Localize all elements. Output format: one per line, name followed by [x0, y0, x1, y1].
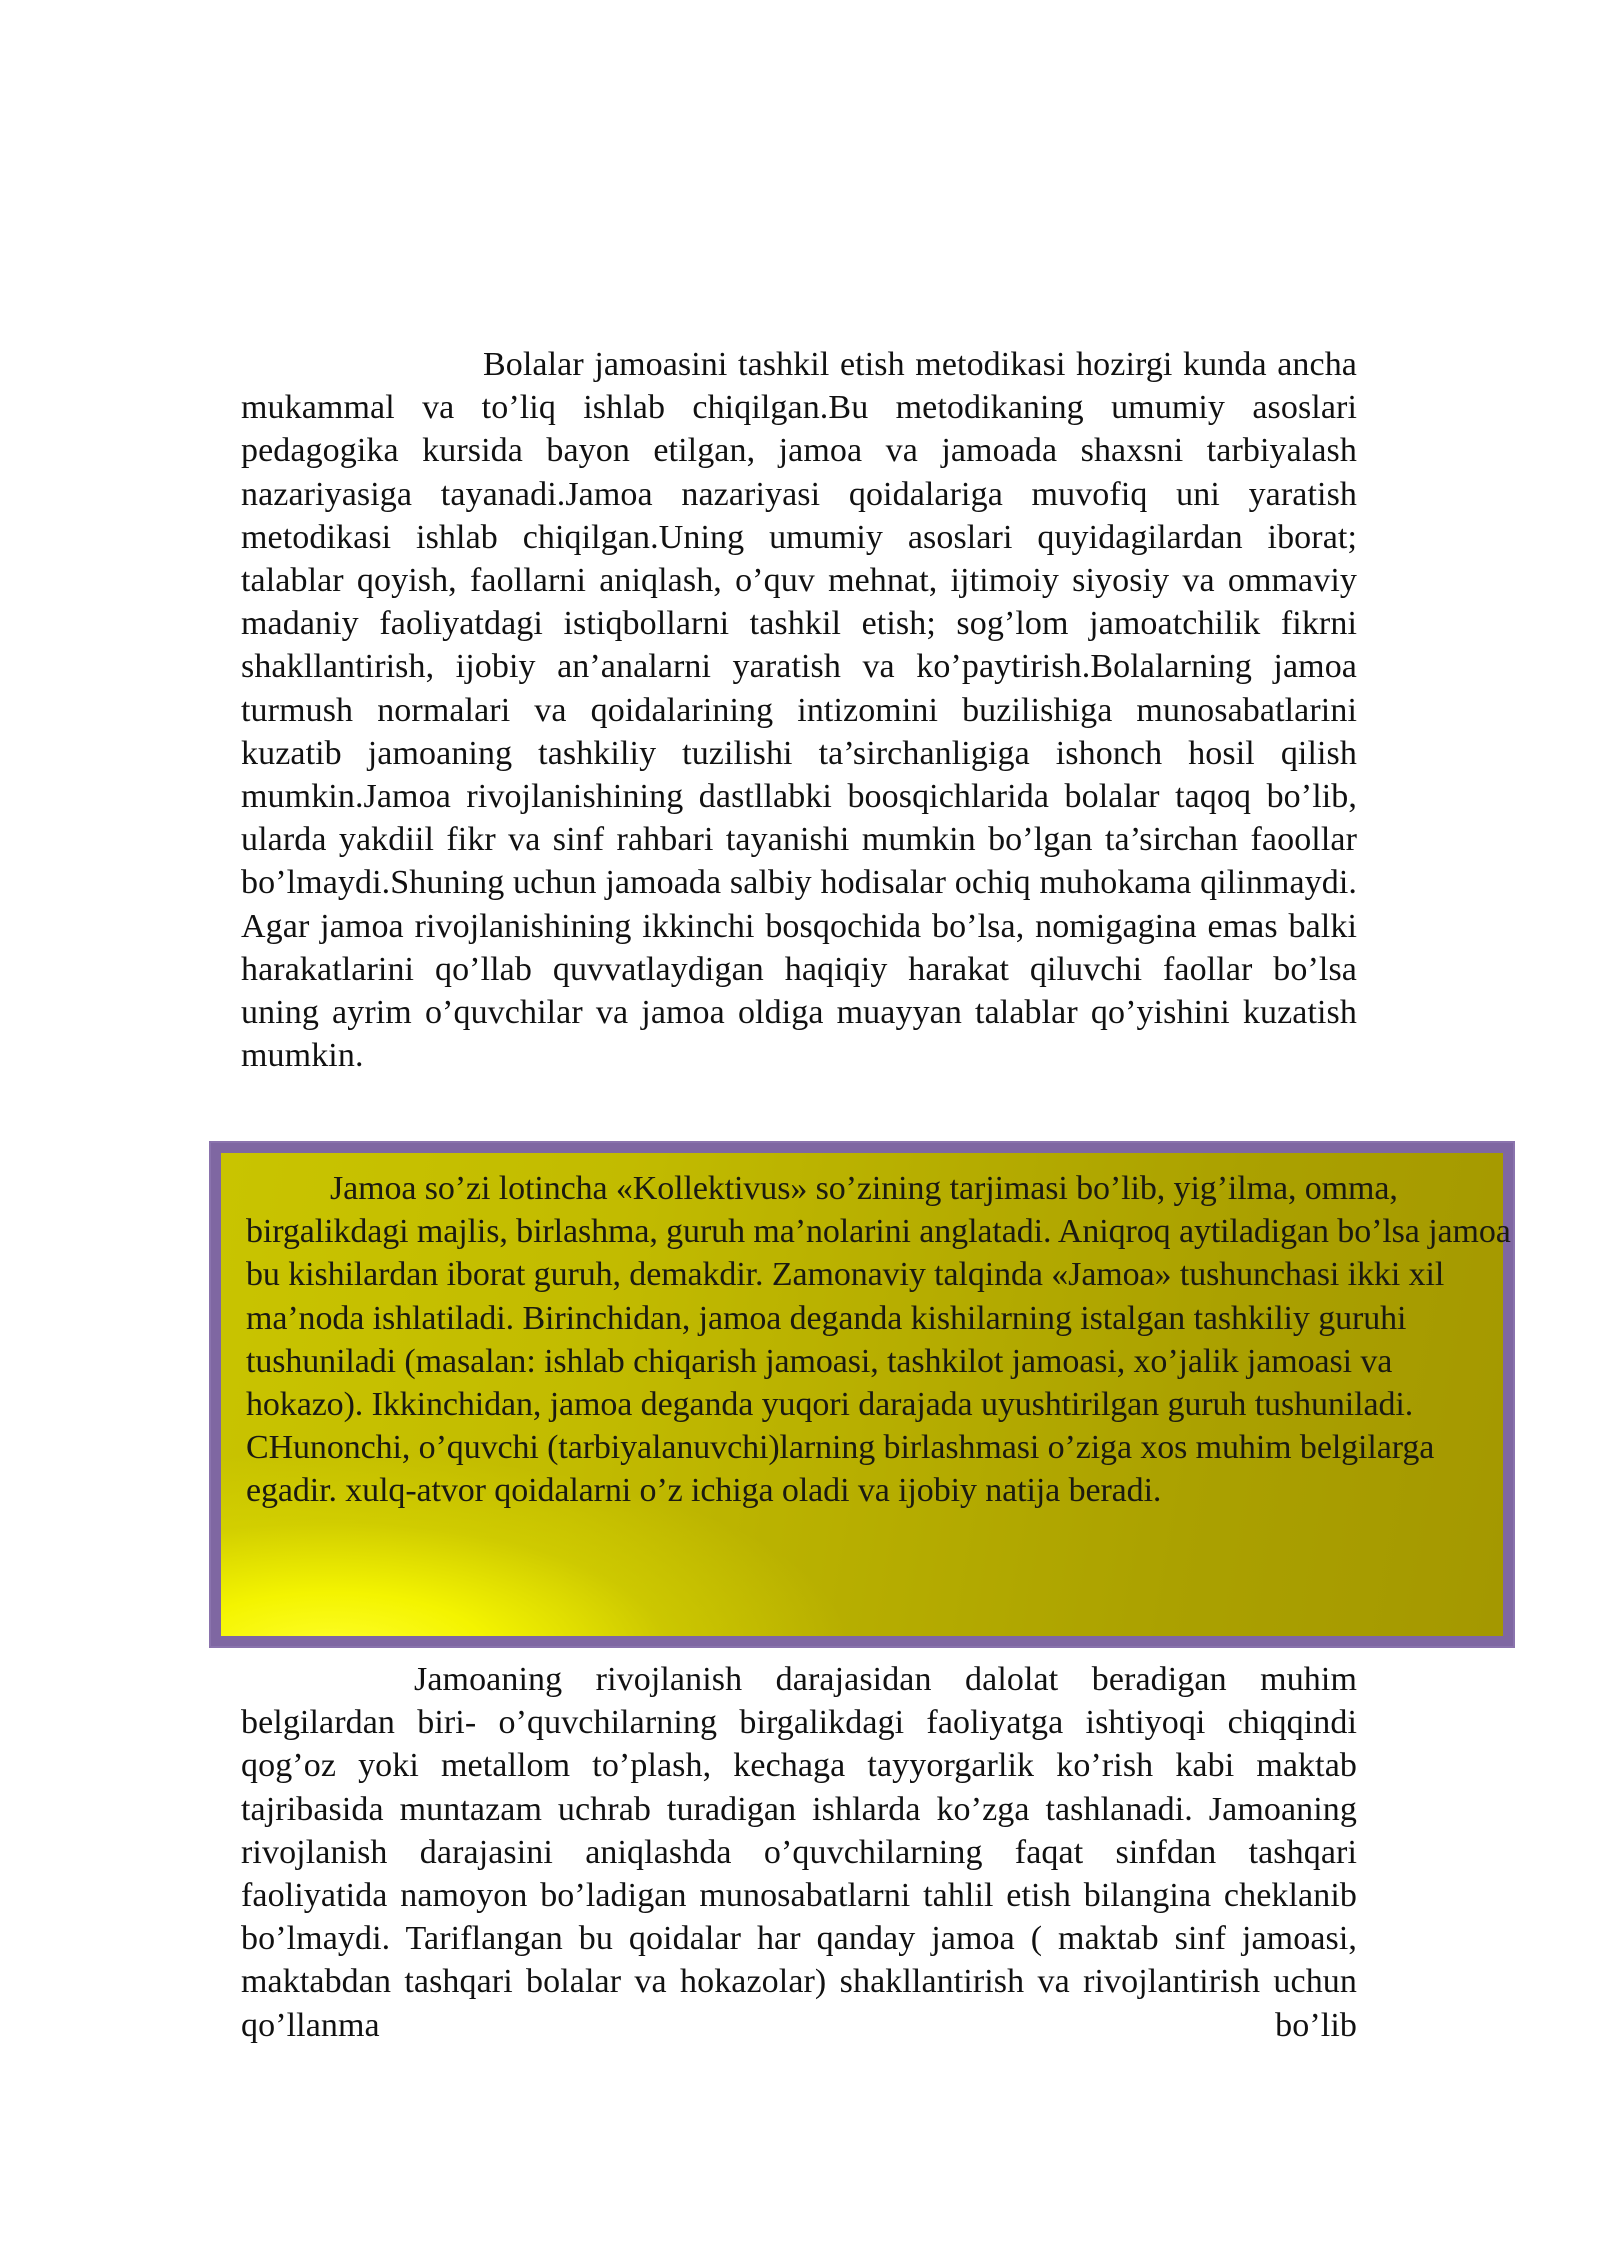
paragraph-collective-development: Jamoaning rivojlanish darajasidan dalolat beradigan muhim belgilardan biri- o’quvchilarning birgalikdagi faoliyatga ishtiyoqi chiqqindi qog’oz yoki metallom to’plash, kechaga tayyorgarlik ko’rish kabi maktab tajribasida muntazam uchrab turadigan ishlarda ko’zga tashlanadi. Jamoaning rivojlanish darajasini aniqlashda o’quvchilarning faqat sinfdan tashqari faoliyatida namoyon bo’ladigan munosabatlarni tahlil etish bilangina cheklanib bo’lmaydi. Tariflangan bu qoidalar har qanday jamoa ( maktab sinf jamoasi, maktabdan tashqari bolalar va hokazolar) shakllantirish va rivojlantirish uchun qo’llanma bo’lib — [241, 1661, 1357, 2044]
paragraph-collective-methodology: Bolalar jamoasini tashkil etish metodikasi hozirgi kunda ancha mukammal va to’liq ishlab chiqilgan.Bu metodikaning umumiy asoslari pedagogika kursida bayon etilgan, jamoa va jamoada shaxsni tarbiyalash nazariyasiga tayanadi.Jamoa nazariyasi qoidalariga muvofiq uni yaratish metodikasi ishlab chiqilgan.Uning umumiy asoslari quyidagilardan iborat; talablar qoyish, faollarni aniqlash, o’quv mehnat, ijtimoiy siyosiy va ommaviy madaniy faoliyatdagi istiqbollarni tashkil etish; sog’lom jamoatchilik fikrni shakllantirish, ijobiy an’analarni yaratish va ko’paytirish.Bolalarning jamoa turmush normalari va qoidalarining intizomini buzilishiga munosabatlarini kuzatib jamoaning tashkiliy tuzilishi ta’sirchanligiga ishonch hosil qilish mumkin.Jamoa rivojlanishining dastllabki boosqichlarida bolalar taqoq bo’lib, ularda yakdiil fikr va sinf rahbari tayanishi mumkin bo’lgan ta’sirchan faoollar bo’lmaydi.Shuning uchun jamoada salbiy hodisalar ochiq muhokama qilinmaydi. Agar jamoa rivojlanishining ikkinchi bosqochida bo’lsa, nomigagina emas balki harakatlarini qo’llab quvvatlaydigan haqiqiy harakat qiluvchi faollar bo’lsa uning ayrim o’quvchilar va jamoa oldiga muayyan talablar qo’yishini kuzatish mumkin. — [241, 346, 1357, 1075]
callout-box — [211, 1143, 1513, 1646]
callout-text-jamoa-definition: Jamoa so’zi lotincha «Kollektivus» so’zining tarjimasi bo’lib, yig’ilma, omma, birgalikdagi majlis, birlashma, guruh ma’nolarini anglatadi. Aniqroq aytiladigan bo’lsa jamoa bu kishilardan iborat guruh, demakdir. Zamonaviy talqinda «Jamoa» tushunchasi ikki xil ma’noda ishlatiladi. Birinchidan, jamoa deganda kishilarning istalgan tashkiliy guruhi tushuniladi (masalan: ishlab chiqarish jamoasi, tashkilot jamoasi, xo’jalik jamoasi va hokazo). Ikkinchidan, jamoa deganda yuqori darajada uyushtirilgan guruh tushuniladi. CHunonchi, o’quvchi (tarbiyalanuvchi)larning birlashmasi o’ziga xos muhim belgilarga egadir. xulq-atvor qoidalarni o’z ichiga oladi va ijobiy natija beradi. — [246, 1170, 1511, 1510]
